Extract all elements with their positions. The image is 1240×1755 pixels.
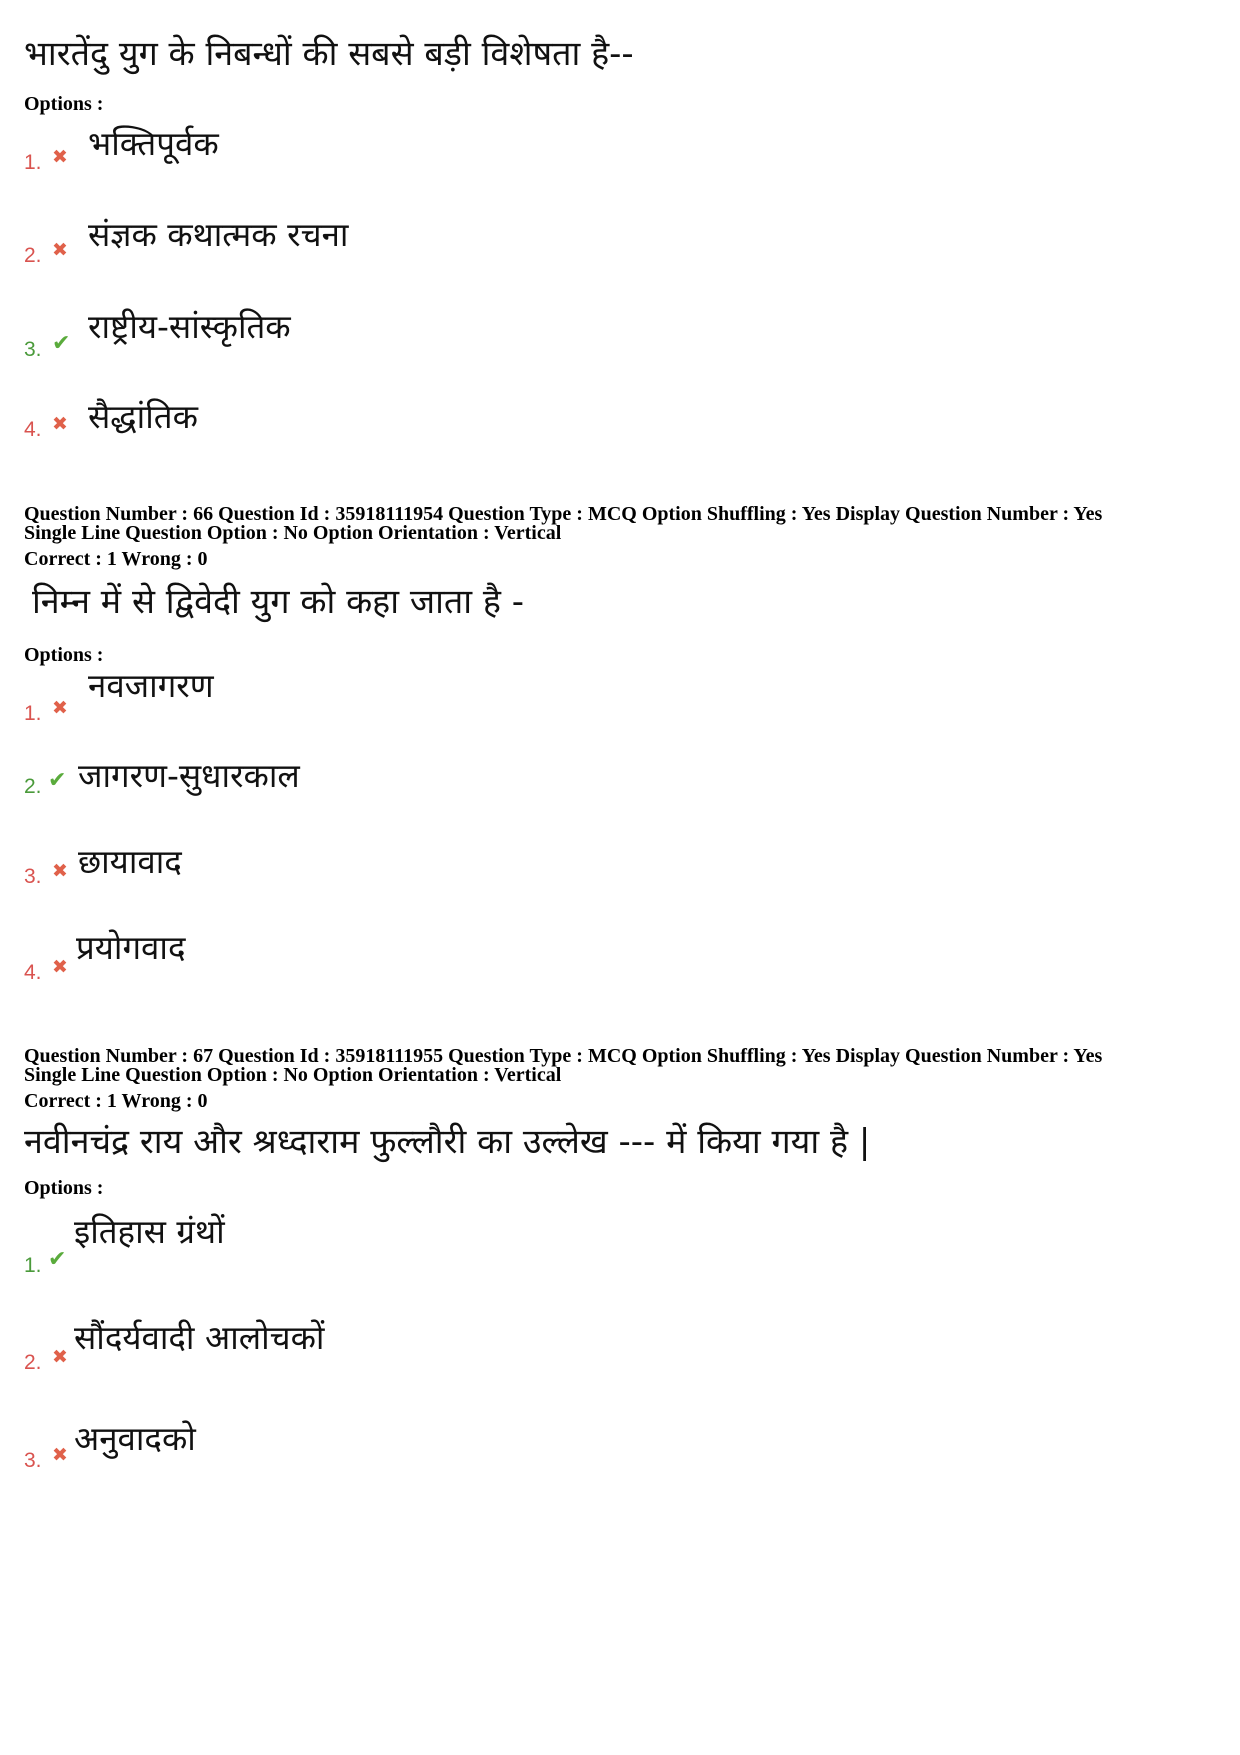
option-number: 2.	[24, 244, 42, 267]
cross-icon: ✖	[52, 697, 68, 719]
marks-info: Correct : 1 Wrong : 0	[24, 548, 208, 570]
option-text: नवजागरण	[88, 666, 214, 705]
option-text: इतिहास ग्रंथों	[74, 1212, 225, 1251]
cross-icon: ✖	[52, 1346, 68, 1368]
option-number: 1.	[24, 151, 42, 174]
checkmark-icon: ✔	[52, 331, 71, 356]
question-text: भारतेंदु युग के निबन्धों की सबसे बड़ी विशेषता है--	[24, 34, 634, 74]
option-number: 3.	[24, 1449, 42, 1472]
option-number: 3.	[24, 865, 42, 888]
question-meta: Question Number : 66 Question Id : 35918111954 Question Type : MCQ Option Shuffling : Yes Display Question Number : Yes	[24, 503, 1103, 525]
cross-icon: ✖	[52, 1444, 68, 1466]
checkmark-icon: ✔	[48, 1247, 67, 1272]
option-number: 3.	[24, 338, 42, 361]
option-number: 2.	[24, 1351, 42, 1374]
option-text: सैद्धांतिक	[88, 397, 198, 436]
option-text: भक्तिपूर्वक	[88, 124, 219, 163]
cross-icon: ✖	[52, 413, 68, 435]
option-text: प्रयोगवाद	[76, 928, 186, 967]
cross-icon: ✖	[52, 146, 68, 168]
option-number: 2.	[24, 775, 42, 798]
question-text: निम्न में से द्विवेदी युग को कहा जाता है -	[32, 582, 525, 622]
checkmark-icon: ✔	[48, 768, 67, 793]
option-text: जागरण-सुधारकाल	[78, 756, 300, 795]
options-label: Options :	[24, 93, 104, 115]
option-text: राष्ट्रीय-सांस्कृतिक	[88, 307, 291, 346]
question-meta: Single Line Question Option : No Option Orientation : Vertical	[24, 1064, 562, 1086]
option-number: 4.	[24, 961, 42, 984]
cross-icon: ✖	[52, 860, 68, 882]
marks-info: Correct : 1 Wrong : 0	[24, 1090, 208, 1112]
cross-icon: ✖	[52, 239, 68, 261]
option-text: सौंदर्यवादी आलोचकों	[74, 1318, 325, 1357]
option-text: छायावाद	[78, 842, 182, 881]
question-text: नवीनचंद्र राय और श्रध्दाराम फुल्लौरी का उल्लेख --- में किया गया है |	[24, 1122, 871, 1162]
option-number: 4.	[24, 418, 42, 441]
option-text: अनुवादको	[74, 1419, 196, 1458]
options-label: Options :	[24, 1177, 104, 1199]
option-number: 1.	[24, 1254, 42, 1277]
options-label: Options :	[24, 644, 104, 666]
option-number: 1.	[24, 702, 42, 725]
cross-icon: ✖	[52, 956, 68, 978]
question-meta: Single Line Question Option : No Option Orientation : Vertical	[24, 522, 562, 544]
option-text: संज्ञक कथात्मक रचना	[88, 215, 349, 254]
question-meta: Question Number : 67 Question Id : 35918111955 Question Type : MCQ Option Shuffling : Yes Display Question Number : Yes	[24, 1045, 1103, 1067]
